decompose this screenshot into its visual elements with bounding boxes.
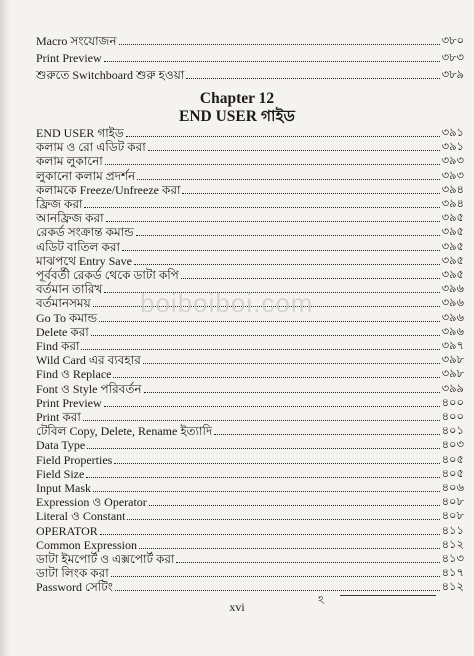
toc-entry-page: ৩৯৬ xyxy=(441,297,464,310)
footer-mark: ঽ xyxy=(318,593,325,607)
toc-dot-leader xyxy=(186,78,439,79)
toc-dot-leader xyxy=(122,250,440,251)
toc-entry-title: Find ও Replace xyxy=(36,367,112,382)
toc-entry-title: Delete করা xyxy=(36,324,89,339)
chapter-number: Chapter 12 xyxy=(199,90,275,107)
footer-rule xyxy=(340,595,436,596)
toc-entry-page: ৩৯৫ xyxy=(441,226,464,239)
toc-entry-title: Macro সংযোজন xyxy=(36,34,117,48)
toc-entry-page: ৪১২ xyxy=(441,538,464,551)
toc-entry-title: Expression ও Operator xyxy=(36,495,147,510)
toc-entry-title: Literal ও Constant xyxy=(36,509,126,524)
toc-dot-leader xyxy=(104,406,440,407)
toc-entry-page: ৪০৫ xyxy=(441,453,464,466)
toc-entry-title: Print Preview xyxy=(36,51,102,65)
toc-dot-leader xyxy=(139,548,440,549)
toc-dot-leader xyxy=(113,377,439,378)
toc-entry-page: ৪০৮ xyxy=(441,510,464,523)
watermark-text: boiboiboi.com xyxy=(140,288,314,318)
toc-dot-leader xyxy=(134,264,440,265)
toc-entry-page: ৪১১ xyxy=(441,524,464,537)
toc-entry-title: Font ও Style পরিবর্তন xyxy=(36,381,142,396)
toc-dot-leader xyxy=(81,349,439,350)
toc-dot-leader xyxy=(100,534,440,535)
toc-entry-page: ৩৯৫ xyxy=(441,254,464,267)
toc-entry-page: ৩৯৮ xyxy=(441,354,464,367)
toc-dot-leader xyxy=(148,150,440,151)
toc-entry-title: মাঝপথে Entry Save xyxy=(36,253,132,268)
toc-entry-page: ৩৯৫ xyxy=(441,212,464,225)
toc-entry-page: ৩৯৭ xyxy=(441,340,464,352)
toc-entry-page: ৪১৭ xyxy=(441,567,464,580)
toc-dot-leader xyxy=(99,321,440,322)
toc-entry-title: ডাটা লিংক করা xyxy=(36,566,109,581)
toc-entry-title: END USER গাইড xyxy=(36,126,124,140)
toc-dot-leader xyxy=(83,420,440,421)
toc-entry-title: OPERATOR xyxy=(36,523,98,538)
toc-entry-page: ৩৯৬ xyxy=(441,325,464,338)
toc-dot-leader xyxy=(126,136,440,137)
toc-entry-page: ৩৯৯ xyxy=(441,382,464,395)
toc-entry-title: Wild Card এর ব্যবহার xyxy=(36,353,141,368)
toc-dot-leader xyxy=(182,193,439,194)
toc-entry-title: Password সেটিং xyxy=(36,580,113,595)
toc-dot-leader xyxy=(87,448,439,449)
toc-entry-page: ৩৯৪ xyxy=(441,198,464,210)
toc-entry-title: লুকানো কলাম প্রদর্শন xyxy=(36,168,136,183)
toc-entry-title: টেবিল Copy, Delete, Rename ইত্যাদি xyxy=(36,424,213,439)
toc-entry xyxy=(36,66,464,82)
toc-dot-leader xyxy=(144,392,440,393)
toc-dot-leader xyxy=(136,235,440,236)
toc-dot-leader xyxy=(91,335,440,336)
toc-entry-page: ৩৯৫ xyxy=(441,240,464,253)
toc-entry-title: আনফ্রিজ করা xyxy=(36,211,104,226)
page-number: xvi xyxy=(229,600,245,614)
toc-dot-leader xyxy=(93,491,440,492)
toc-entry-title: বর্তমানসময় xyxy=(36,296,91,311)
toc-entry-title: কলাম লুকানো xyxy=(36,154,103,169)
toc-entry-page: ৩৯৪ xyxy=(441,183,464,196)
toc-entry-title: ডাটা ইমপোর্ট ও এক্সপোর্ট করা xyxy=(36,552,175,566)
toc-entry-page: ৩৯১ xyxy=(441,127,464,139)
toc-entry-title: কলাম ও রো এডিট করা xyxy=(36,140,146,155)
toc-dot-leader xyxy=(119,44,440,45)
toc-entry-title: Find করা xyxy=(36,339,80,353)
toc-dot-leader xyxy=(127,519,439,520)
toc-entry-page: ৪০০ xyxy=(441,411,464,423)
toc-entry-page: ৪০০ xyxy=(441,396,464,409)
toc-entry-page: ৩৯৩ xyxy=(441,169,464,182)
toc-entry-page: ৩৮৯ xyxy=(441,69,464,81)
toc-dot-leader xyxy=(84,207,439,208)
toc-entry-title: শুরুতে Switchboard শুরু হওয়া xyxy=(36,68,185,82)
toc-dot-leader xyxy=(105,164,440,165)
chapter-title: END USER গাইড xyxy=(179,108,295,125)
toc-entry-title: Field Size xyxy=(36,466,85,481)
toc-entry-page: ৩৯৩ xyxy=(441,155,464,168)
toc-entry-title: Go To কমান্ড xyxy=(36,310,98,325)
toc-entry-page: ৪১২ xyxy=(441,581,464,594)
toc-entry-title: Data Type xyxy=(36,438,86,453)
toc-dot-leader xyxy=(143,363,440,364)
toc-entry-title: Input Mask xyxy=(36,481,91,495)
toc-dot-leader xyxy=(86,477,439,478)
toc-entry-page: ৩৯৬ xyxy=(441,311,464,324)
toc-entry xyxy=(36,578,464,594)
toc-dot-leader xyxy=(114,463,439,464)
toc-dot-leader xyxy=(176,562,439,563)
toc-entry-title: বর্তমান তারিখ xyxy=(36,282,103,297)
toc-dot-leader xyxy=(214,434,439,435)
toc-entry-title: ফ্রিজ করা xyxy=(36,197,83,211)
toc-entry-page: ৪০৫ xyxy=(441,467,464,480)
toc-dot-leader xyxy=(104,61,440,62)
toc-dot-leader xyxy=(149,505,440,506)
toc-entry-title: Print Preview xyxy=(36,395,102,410)
toc-entry-page: ৩৯৮ xyxy=(441,368,464,381)
toc-dot-leader xyxy=(115,590,440,591)
toc-entry-title: Common Expression xyxy=(36,537,137,552)
toc-dot-leader xyxy=(106,221,440,222)
toc-dot-leader xyxy=(111,576,440,577)
toc-entry-title: Print করা xyxy=(36,410,81,424)
toc-entry xyxy=(36,49,464,65)
toc-dot-leader xyxy=(137,179,439,180)
toc-entry-title: কলামকে Freeze/Unfreeze করা xyxy=(36,182,181,197)
toc-entry-title: এডিট বাতিল করা xyxy=(36,239,120,254)
toc-entry-title: পূর্ববর্তী রেকর্ড থেকে ডাটা কপি xyxy=(36,268,179,282)
toc-entry-page: ৩৯৫ xyxy=(441,269,464,281)
toc-entry-page: ৪১৩ xyxy=(441,553,464,565)
toc-entry-page: ৪০৩ xyxy=(441,439,464,452)
toc-entry-page: ৩৯১ xyxy=(441,141,464,154)
toc-dot-leader xyxy=(181,278,440,279)
toc-entry-title: রেকর্ড সংক্রান্ত কমান্ড xyxy=(36,225,134,240)
toc-entry-page: ৪০৬ xyxy=(441,482,464,494)
toc-entry xyxy=(36,32,464,48)
toc-entry-page: ৩৯৬ xyxy=(441,283,464,296)
toc-entry-page: ৪০১ xyxy=(441,425,464,438)
toc-entry-page: ৪০৮ xyxy=(441,496,464,509)
toc-entry-title: Field Properties xyxy=(36,452,113,467)
toc-entry-page: ৩৮০ xyxy=(441,35,464,47)
toc-entry-page: ৩৮৩ xyxy=(441,52,464,64)
